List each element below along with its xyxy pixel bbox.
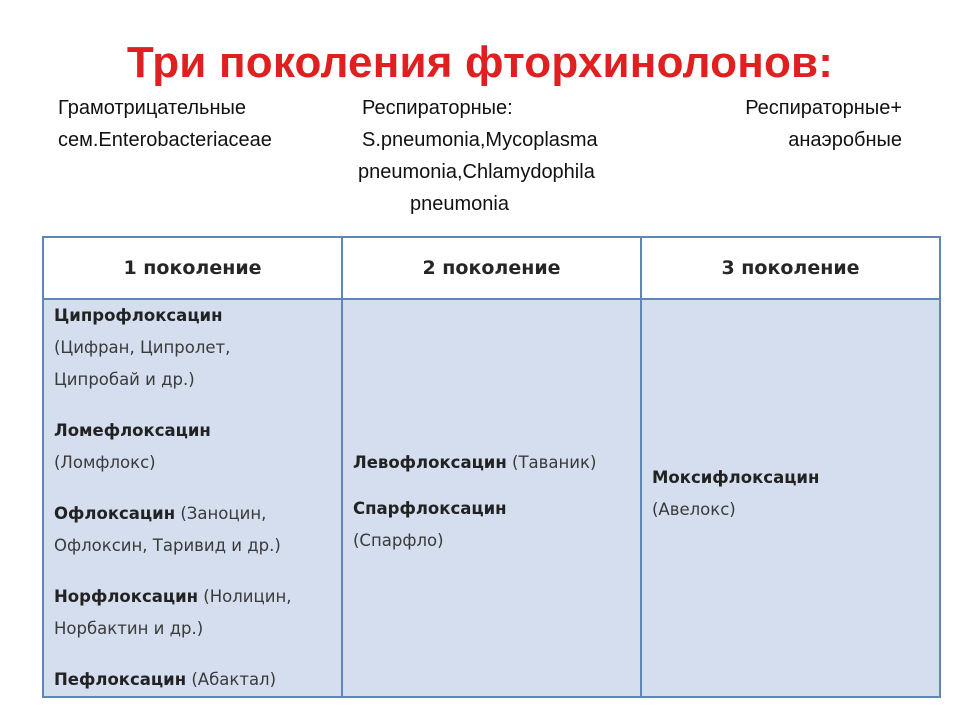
- drug-levofloxacin: [353, 447, 640, 479]
- drug-brands-inline: (Абактал): [186, 670, 277, 689]
- caption-gen2: [358, 92, 598, 220]
- caption-gen3: [690, 92, 902, 156]
- generations-table: [42, 236, 941, 698]
- drug-name: Пефлоксацин: [54, 670, 187, 689]
- drug-brands: (Цифран, Ципролет,: [54, 338, 231, 357]
- drug-sparfloxacin: [353, 493, 640, 557]
- caption-gen1: [58, 92, 272, 156]
- drug-brands-inline: (Нолицин,: [198, 587, 292, 606]
- drug-brands: Ципробай и др.): [54, 370, 195, 389]
- table-body-row: [43, 299, 940, 697]
- caption-gen2-line3: pneumonia,Chlamydophila: [358, 161, 595, 183]
- drug-brands-inline: (Заноцин,: [175, 504, 267, 523]
- drug-brands: (Спарфло): [353, 531, 444, 550]
- drug-brands: Норбактин и др.): [54, 619, 204, 638]
- slide-title: Три поколения фторхинолонов:: [126, 38, 834, 87]
- drug-ciprofloxacin: [54, 300, 341, 396]
- drug-name: Левофлоксацин: [353, 453, 507, 472]
- cell-gen1: [43, 299, 342, 697]
- drug-name: Ломефлоксацин: [54, 421, 211, 440]
- drug-name: Моксифлоксацин: [652, 468, 820, 487]
- table-header-row: [43, 237, 940, 299]
- drug-name: Норфлоксацин: [54, 587, 199, 606]
- drug-lomefloxacin: [54, 415, 341, 479]
- caption-gen2-line2: S.pneumonia,Mycoplasma: [362, 129, 598, 151]
- caption-gen3-line1: Респираторные+: [745, 97, 902, 119]
- drug-brands-inline: (Таваник): [506, 453, 597, 472]
- caption-gen1-line1: Грамотрицательные: [58, 97, 247, 119]
- caption-gen1-line2: сем.Enterobacteriaceae: [58, 129, 272, 151]
- drug-brands: Офлоксин, Таривид и др.): [54, 536, 281, 555]
- caption-gen3-line2: анаэробные: [788, 129, 902, 151]
- drug-brands: (Авелокс): [652, 500, 736, 519]
- header-gen3: 3 поколение: [641, 237, 940, 299]
- drug-name: Спарфлоксацин: [353, 499, 507, 518]
- drug-ofloxacin: [54, 498, 341, 562]
- drug-norfloxacin: [54, 581, 341, 645]
- caption-gen2-line1: Респираторные:: [362, 97, 513, 119]
- cell-gen3: [641, 299, 940, 697]
- drug-name: Офлоксацин: [54, 504, 176, 523]
- caption-gen2-line4: pneumonia: [410, 193, 509, 215]
- header-gen1: 1 поколение: [43, 237, 342, 299]
- drug-brands: (Ломфлокс): [54, 453, 156, 472]
- drug-name: Ципрофлоксацин: [54, 306, 223, 325]
- drug-moxifloxacin: [652, 462, 939, 526]
- cell-gen2: [342, 299, 641, 697]
- header-gen2: 2 поколение: [342, 237, 641, 299]
- drug-pefloxacin: [54, 664, 341, 696]
